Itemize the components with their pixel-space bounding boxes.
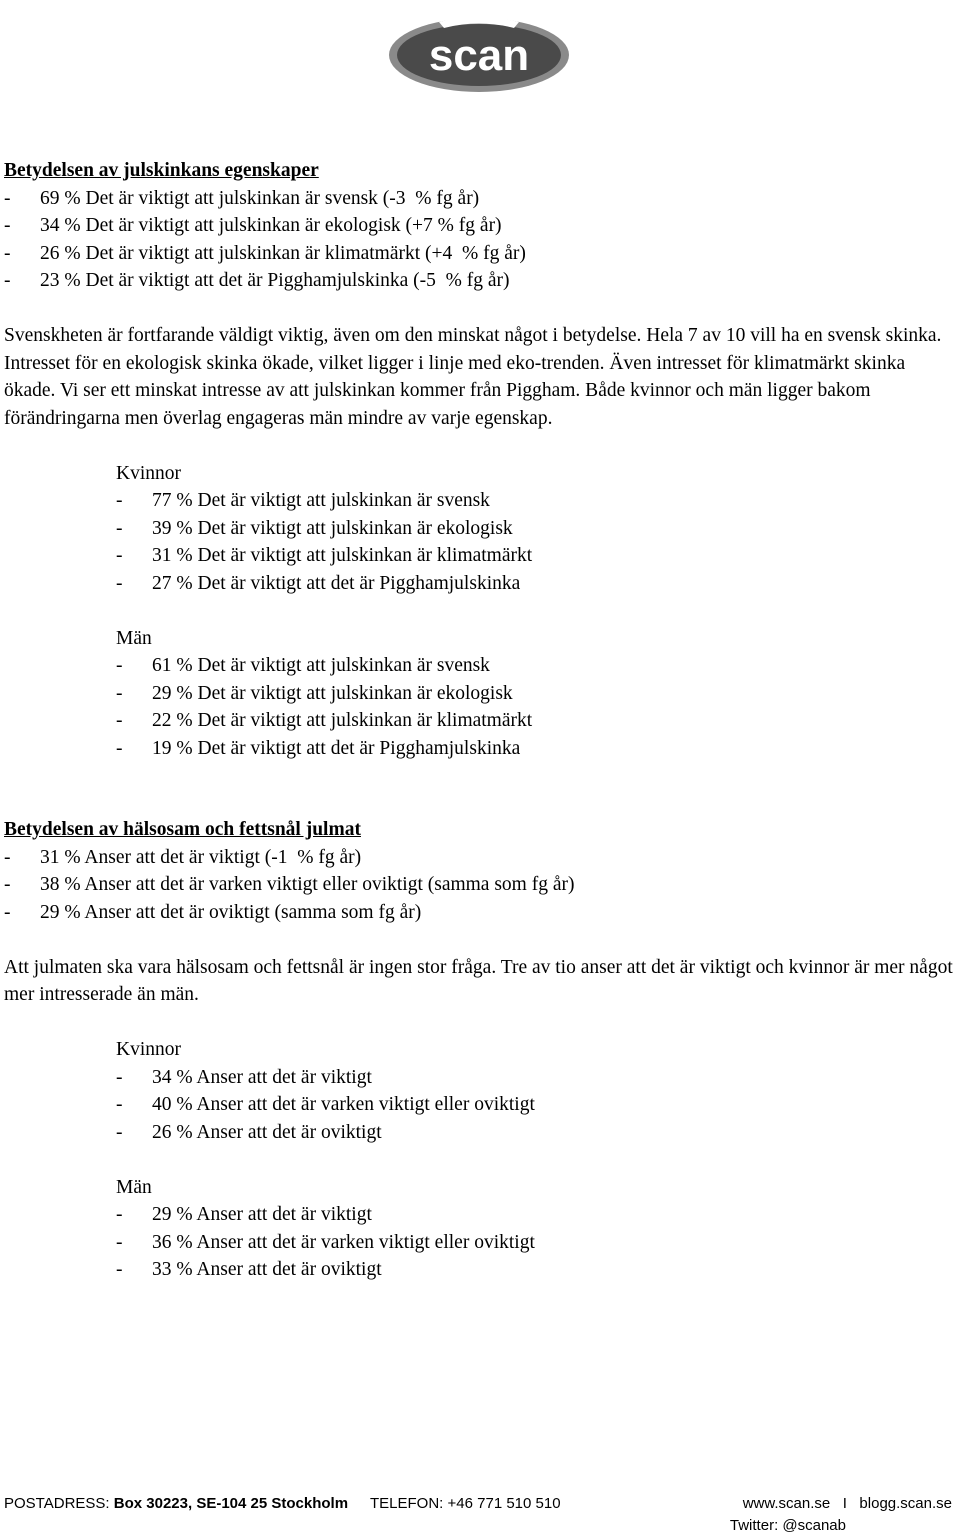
list-item: - 40 % Anser att det är varken viktigt eller oviktigt — [116, 1094, 535, 1115]
ham-women-group — [4, 460, 954, 598]
scan-logo — [384, 8, 574, 94]
group-title: Män — [116, 1176, 152, 1198]
health-overall-list — [4, 844, 954, 927]
footer-address-value: Box 30223, SE-104 25 Stockholm — [109, 1495, 349, 1512]
footer-phone-label: TELEFON: — [370, 1495, 444, 1512]
ham-overall-list — [4, 185, 954, 295]
group-title: Män — [116, 627, 152, 649]
list-item: - 29 % Anser att det är oviktigt (samma som fg år) — [4, 901, 422, 923]
document-body — [4, 157, 954, 1284]
list-item: - 38 % Anser att det är varken viktigt eller oviktigt (samma som fg år) — [4, 874, 575, 895]
page-footer — [4, 1495, 956, 1537]
section-heading-ham: Betydelsen av julskinkans egenskaper — [4, 160, 319, 181]
section-heading-health: Betydelsen av hälsosam och fettsnål julmat — [4, 819, 361, 840]
list-item: - 61 % Det är viktigt att julskinkan är svensk — [116, 655, 490, 676]
footer-phone — [370, 1495, 561, 1512]
footer-address-label: POSTADRESS: — [4, 1495, 110, 1512]
list-item: - 31 % Anser att det är viktigt (-1 % fg år) — [4, 846, 362, 868]
ham-paragraph: Svenskheten är fortfarande väldigt viktig, även om den minskat något i betydelse. Hela 7 av 10 vill ha en svensk skinka. Intresset för en ekologisk skinka ökade, vilket ligger i linje med eko-trenden. Även intresset för klimatmärkt skinka ökade. Vi ser ett minskat intresse av att julskinkan kommer från Piggham. Både kvinnor och män ligger bakom förändringarna men överlag engageras män mindre av varje egenskap. — [4, 325, 942, 429]
ham-men-group — [4, 625, 954, 763]
footer-phone-value: +46 771 510 510 — [443, 1495, 561, 1512]
list-item: - 29 % Anser att det är viktigt — [116, 1204, 372, 1225]
list-item: - 77 % Det är viktigt att julskinkan är svensk — [116, 490, 490, 511]
list-item: - 36 % Anser att det är varken viktigt eller oviktigt — [116, 1231, 535, 1253]
list-item: - 33 % Anser att det är oviktigt — [116, 1259, 382, 1280]
list-item: - 26 % Anser att det är oviktigt — [116, 1121, 382, 1143]
logo-text: scan — [428, 31, 530, 80]
footer-web-links[interactable]: www.scan.se I blogg.scan.se — [742, 1495, 952, 1512]
list-item: - 69 % Det är viktigt att julskinkan är svensk (-3 % fg år) — [4, 187, 480, 209]
list-item: - 19 % Det är viktigt att det är Pigghamjulskinka — [116, 737, 521, 759]
health-paragraph: Att julmaten ska vara hälsosam och fettsnål är ingen stor fråga. Tre av tio anser att det är viktigt och kvinnor är mer något mer intresserade än män. — [4, 956, 953, 1005]
list-item: - 23 % Det är viktigt att det är Pigghamjulskinka (-5 % fg år) — [4, 270, 510, 291]
footer-twitter[interactable]: Twitter: @scanab — [729, 1517, 846, 1534]
footer-address — [4, 1495, 348, 1512]
list-item: - 34 % Det är viktigt att julskinkan är ekologisk (+7 % fg år) — [4, 215, 502, 236]
group-title: Kvinnor — [116, 462, 181, 484]
list-item: - 29 % Det är viktigt att julskinkan är ekologisk — [116, 682, 513, 704]
list-item: - 34 % Anser att det är viktigt — [116, 1066, 372, 1088]
list-item: - 26 % Det är viktigt att julskinkan är klimatmärkt (+4 % fg år) — [4, 242, 526, 264]
health-women-group — [4, 1036, 954, 1146]
list-item: - 22 % Det är viktigt att julskinkan är klimatmärkt — [116, 710, 533, 731]
list-item: - 39 % Det är viktigt att julskinkan är ekologisk — [116, 517, 513, 539]
list-item: - 27 % Det är viktigt att det är Pigghamjulskinka — [116, 572, 521, 594]
health-men-group — [4, 1174, 954, 1284]
group-title: Kvinnor — [116, 1039, 181, 1060]
list-item: - 31 % Det är viktigt att julskinkan är klimatmärkt — [116, 545, 533, 566]
